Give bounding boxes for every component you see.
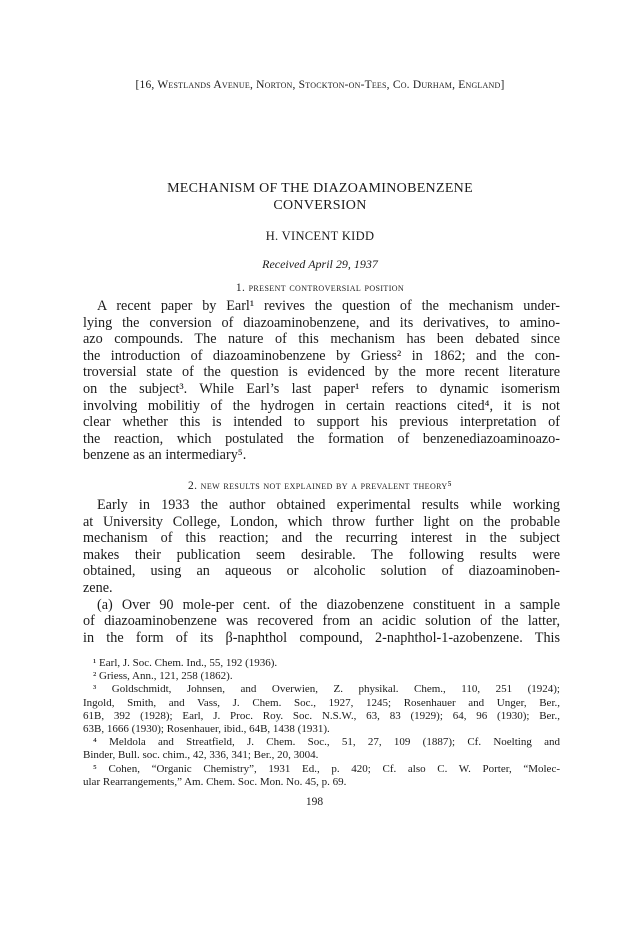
footnote-line: ⁵ Cohen, “Organic Chemistry”, 1931 Ed., p. 420; Cf. also C. W. Porter, “Molec-	[93, 762, 560, 775]
footnote-line: ular Rearrangements,” Am. Chem. Soc. Mon. No. 45, p. 69.	[83, 775, 347, 788]
text-line: makes their publication seem desirable. The following results were	[83, 546, 560, 563]
footnote-line: Binder, Bull. soc. chim., 42, 336, 341; Ber., 20, 3004.	[83, 749, 319, 762]
section-1-paragraph	[83, 298, 560, 464]
text-line: in the form of its β-naphthol compound, 2-naphthol-1-azobenzene. This	[83, 629, 560, 646]
text-line: on the subject³. While Earl’s last paper¹ refers to dynamic isomerism	[83, 380, 560, 397]
text-line: obtained, using an aqueous or alcoholic solution of diazoaminoben-	[83, 563, 560, 580]
received-date: Received April 29, 1937	[262, 257, 378, 271]
footnote-line: ¹ Earl, J. Soc. Chem. Ind., 55, 192 (1936).	[93, 657, 278, 669]
text-line: benzene as an intermediary⁵.	[83, 447, 247, 464]
title-line-1: MECHANISM OF THE DIAZOAMINOBENZENE	[167, 181, 473, 196]
footnote-line: 63B, 1666 (1930); Rosenhauer, ibid., 64B, 1438 (1931).	[83, 723, 330, 736]
section-2-paragraph	[83, 497, 560, 646]
footnote-line: ² Griess, Ann., 121, 258 (1862).	[93, 670, 233, 683]
title-line-2: CONVERSION	[273, 198, 367, 213]
footnotes	[83, 657, 560, 789]
text-line: Early in 1933 the author obtained experimental results while working	[97, 497, 560, 513]
footnote-line: Ingold, Smith, and Vass, J. Chem. Soc., 1927, 1245; Rosenhauer and Unger, Ber.,	[83, 696, 560, 709]
text-line: at University College, London, which throw further light on the probable	[83, 513, 560, 530]
text-line: troversial state of the question is evidenced by the more recent literature	[83, 364, 560, 381]
text-line: clear whether this is intended to support his previous interpretation of	[83, 414, 560, 431]
text-line: the reaction, which postulated the formation of benzenediazoaminoazo-	[83, 430, 560, 447]
section-2-heading: 2. new results not explained by a prevalent theory⁵	[187, 480, 453, 492]
text-line: of diazoaminobenzene was recovered from an acidic solution of the latter,	[83, 613, 560, 630]
text-line: involving mobilitiy of the hydrogen in certain reactions cited⁴, it is not	[83, 397, 560, 414]
text-line: (a) Over 90 mole-per cent. of the diazobenzene constituent in a sample	[97, 596, 560, 613]
article-title	[100, 180, 540, 214]
running-header: [16, Westlands Avenue, Norton, Stockton-on-Tees, Co. Durham, England]	[135, 79, 505, 91]
text-line: zene.	[83, 579, 113, 596]
text-line: lying the conversion of diazoaminobenzene, and its derivatives, to amino-	[83, 314, 560, 331]
author-name: H. VINCENT KIDD	[265, 229, 375, 243]
footnote-line: ³ Goldschmidt, Johnsen, and Overwien, Z. physikal. Chem., 110, 251 (1924);	[93, 683, 560, 696]
page-number: 198	[305, 796, 324, 808]
text-line: the introduction of diazoaminobenzene by Griess² in 1862; and the con-	[83, 347, 560, 364]
section-1-heading: 1. present controversial position	[235, 282, 405, 294]
footnote-line: 61B, 392 (1928); Earl, J. Proc. Roy. Soc. N.S.W., 63, 83 (1929); 64, 96 (1930); Ber.,	[83, 709, 560, 722]
text-line: mechanism of this reaction; and the recurring interest in the subject	[83, 530, 560, 547]
text-line: azo compounds. The nature of this mechanism has been debated since	[83, 331, 560, 348]
footnote-line: ⁴ Meldola and Streatfield, J. Chem. Soc., 51, 27, 109 (1887); Cf. Noelting and	[93, 736, 560, 749]
text-line: A recent paper by Earl¹ revives the question of the mechanism under-	[97, 298, 560, 314]
